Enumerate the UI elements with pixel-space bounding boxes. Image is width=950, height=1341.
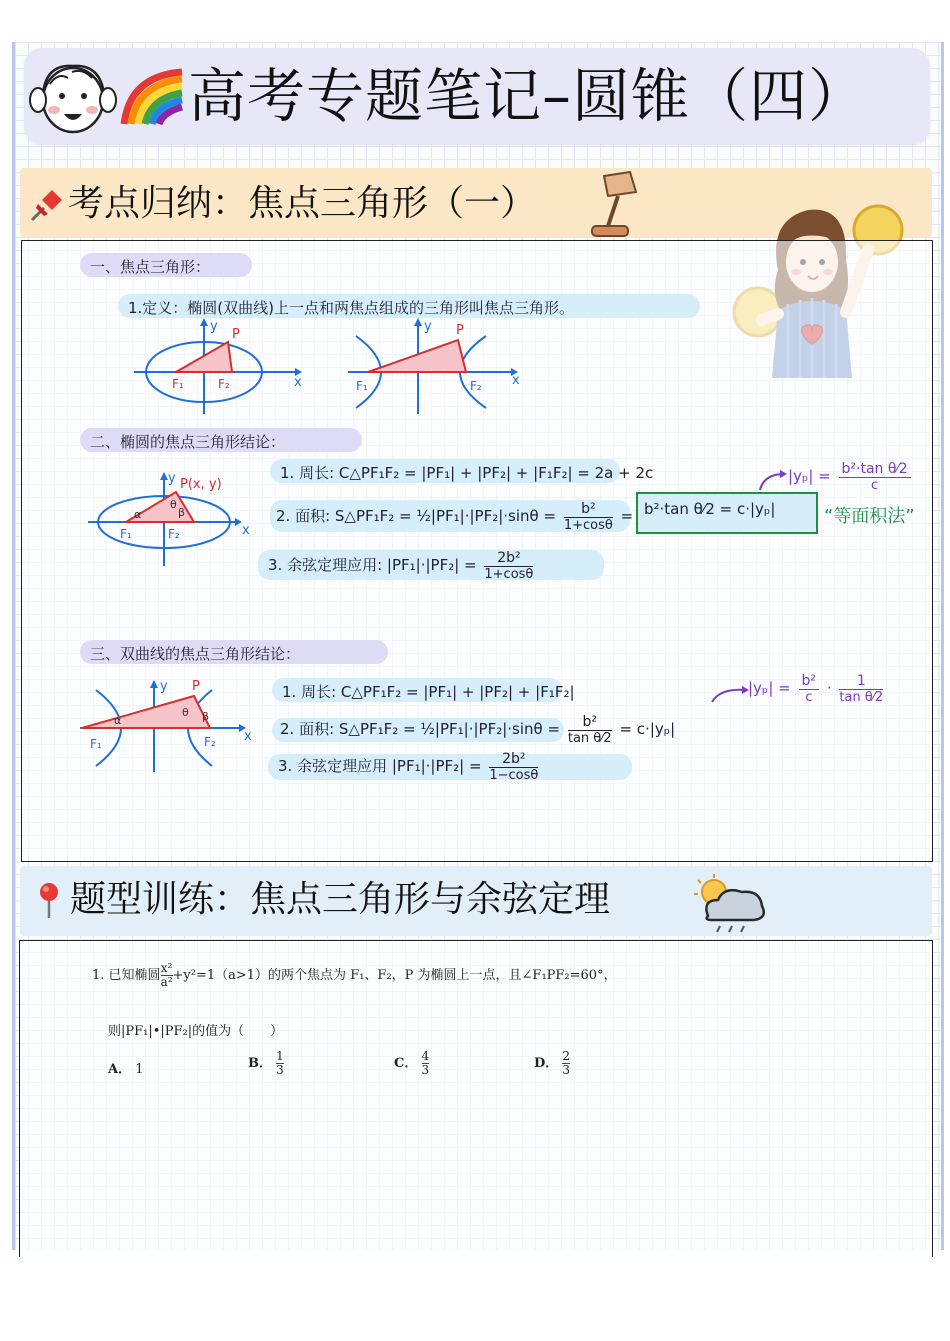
option-d[interactable] — [534, 1050, 570, 1077]
axis-label: x — [294, 375, 302, 390]
area-frac-num: b² — [564, 501, 613, 518]
angle-label: α — [114, 714, 122, 727]
h-yp-dot: · — [826, 679, 832, 697]
part1-heading: 一、焦点三角形： — [90, 258, 211, 276]
sun-behind-cloud-icon — [688, 870, 772, 938]
angle-label: θ — [170, 498, 177, 511]
point-label: P — [232, 327, 240, 342]
h-area-frac-num: b² — [568, 714, 612, 731]
ellipse-cosine-formula — [268, 546, 536, 584]
axis-label: x — [512, 373, 520, 388]
h-yp-frac1-den: c — [805, 689, 813, 705]
option-den: 3 — [276, 1063, 284, 1077]
question-number: 1. — [92, 968, 105, 983]
section-title-summary: 考点归纳：焦点三角形（一） — [68, 183, 537, 224]
ellipse-perimeter-formula: 1. 周长: C△PF₁F₂ = |PF₁| + |PF₂| + |F₁F₂| = 2a + 2c — [280, 464, 654, 482]
option-num: 2 — [562, 1049, 571, 1063]
part2-heading: 二、椭圆的焦点三角形结论： — [90, 433, 286, 451]
part3-heading: 三、双曲线的焦点三角形结论： — [90, 645, 301, 663]
option-label: C． — [394, 1056, 418, 1071]
area-frac-den: 1+cosθ — [563, 517, 613, 533]
h-cosine-frac-den: 1−cosθ — [489, 767, 539, 783]
axis-label: y — [424, 319, 432, 334]
hyperbola-perimeter-formula: 1. 周长: C△PF₁F₂ = |PF₁| + |PF₂| + |F₁F₂| — [282, 683, 575, 701]
area-formula-equals: = — [620, 507, 634, 525]
focus-label: F₁ — [90, 737, 102, 751]
option-a[interactable] — [108, 1058, 144, 1077]
h-yp-frac1-num: b² — [799, 673, 820, 690]
axis-label: y — [160, 679, 168, 694]
pushpin-icon — [28, 186, 66, 224]
focus-label: F₂ — [218, 377, 230, 391]
cosine-frac-den: 1+cosθ — [484, 566, 534, 582]
rainbow-icon — [120, 66, 186, 126]
angle-label: θ — [182, 706, 189, 719]
ellipse-focal-triangle-diagram — [130, 316, 310, 416]
ellipse-area-formula — [276, 497, 633, 535]
h-yp-prefix: |yₚ| = — [748, 679, 791, 697]
focus-label: F₁ — [172, 377, 184, 391]
curved-arrow-icon — [710, 682, 750, 706]
hyperbola-focal-triangle-diagram — [346, 316, 536, 416]
axis-label: x — [244, 729, 252, 744]
yp-frac-den: c — [871, 477, 879, 493]
focus-label: F₁ — [120, 527, 132, 541]
option-c[interactable] — [394, 1050, 429, 1077]
question-stem-b: +y²=1（a>1）的两个焦点为 F₁、F₂，P 为椭圆上一点，且∠F₁PF₂=60°， — [172, 968, 617, 983]
curved-arrow-icon — [758, 468, 788, 492]
h-cosine-frac-num: 2b² — [489, 751, 538, 768]
option-num: 4 — [421, 1049, 430, 1063]
angle-label: α — [134, 508, 142, 521]
option-num: 1 — [276, 1049, 284, 1063]
h-yp-frac2-den: tan θ⁄2 — [839, 689, 884, 705]
option-label: D． — [534, 1056, 559, 1071]
option-den: 3 — [562, 1063, 571, 1077]
point-label: P — [192, 679, 200, 694]
area-formula-prefix: 2. 面积: S△PF₁F₂ = ½|PF₁|·|PF₂|·sinθ = — [276, 507, 557, 525]
area-result-formula: b²·tan θ⁄2 = c·|yₚ| — [644, 500, 776, 518]
equal-area-method-note: “等面积法” — [824, 506, 915, 527]
desk-lamp-icon — [582, 170, 652, 240]
yp-frac-num: b²·tan θ⁄2 — [839, 461, 911, 478]
stem-frac-num: x² — [160, 961, 173, 975]
ellipse-yp-formula — [788, 458, 914, 494]
cartoon-face-icon — [28, 54, 118, 140]
ellipse-theorem-diagram — [84, 468, 254, 568]
option-label: B． — [248, 1056, 272, 1071]
angle-label: β — [178, 506, 186, 519]
h-area-suffix: = c·|yₚ| — [619, 720, 676, 738]
question-stem — [92, 962, 617, 989]
stem-frac-den: a² — [160, 975, 173, 989]
h-area-frac-den: tan θ⁄2 — [567, 730, 612, 746]
h-yp-frac2-num: 1 — [839, 673, 883, 690]
point-label: P — [456, 323, 464, 338]
point-label: P(x, y) — [180, 477, 222, 492]
round-pin-icon — [34, 880, 64, 920]
option-label: A． — [108, 1062, 132, 1077]
option-b[interactable] — [248, 1050, 284, 1077]
hyperbola-theorem-diagram — [76, 676, 256, 776]
definition-text: 1.定义：椭圆(双曲线)上一点和两焦点组成的三角形叫焦点三角形。 — [128, 299, 575, 317]
axis-label: y — [210, 319, 218, 334]
focus-label: F₁ — [356, 379, 368, 393]
hyperbola-area-formula — [280, 708, 675, 750]
focus-label: F₂ — [204, 735, 216, 749]
section-title-practice: 题型训练：焦点三角形与余弦定理 — [70, 879, 611, 920]
axis-label: y — [168, 471, 176, 486]
question-stem-a: 已知椭圆 — [108, 968, 161, 983]
cosine-formula-prefix: 3. 余弦定理应用: |PF₁|·|PF₂| = — [268, 556, 477, 574]
h-area-prefix: 2. 面积: S△PF₁F₂ = ½|PF₁|·|PF₂|·sinθ = — [280, 720, 561, 738]
hyperbola-cosine-formula — [278, 746, 541, 786]
question-line2: 则|PF₁|•|PF₂|的值为（ ） — [108, 1024, 284, 1039]
page-title: 高考专题笔记–圆锥（四） — [188, 62, 868, 130]
cosine-frac-num: 2b² — [484, 550, 533, 567]
option-den: 3 — [421, 1063, 430, 1077]
focus-label: F₂ — [470, 379, 482, 393]
hyperbola-yp-formula — [748, 668, 886, 708]
yp-prefix: |yₚ| = — [788, 467, 831, 485]
axis-label: x — [242, 523, 250, 538]
angle-label: β — [202, 710, 210, 723]
h-cosine-prefix: 3. 余弦定理应用 |PF₁|·|PF₂| = — [278, 757, 482, 775]
focus-label: F₂ — [168, 527, 180, 541]
option-value: 1 — [135, 1062, 144, 1077]
